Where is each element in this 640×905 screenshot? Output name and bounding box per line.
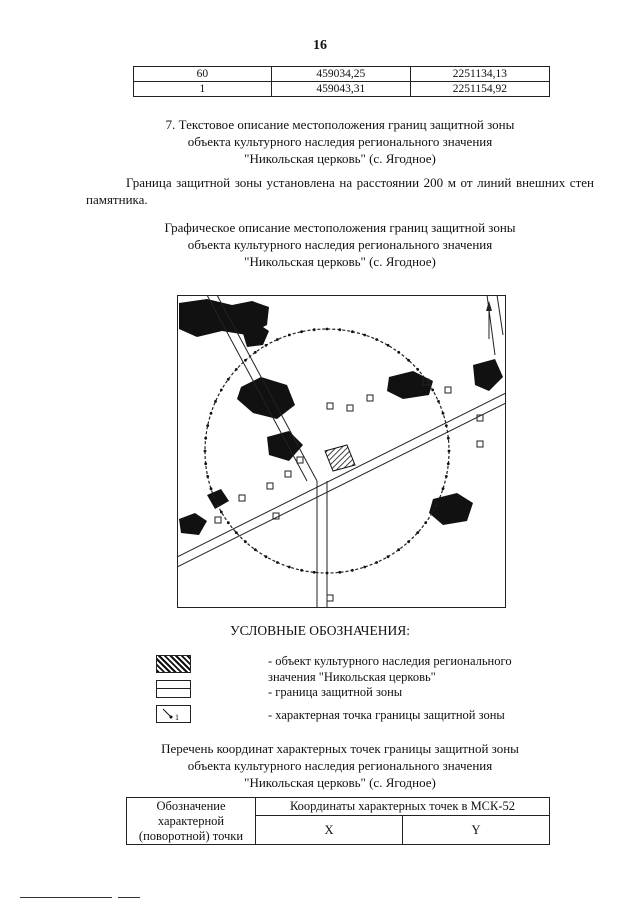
boundary-point <box>204 450 207 453</box>
graphic-description-heading <box>60 219 620 270</box>
boundary-point <box>288 334 291 337</box>
point-marker-label: 1 <box>175 713 179 722</box>
coordinates-list-heading <box>60 740 620 791</box>
boundary-point <box>204 437 207 440</box>
boundary-point <box>210 487 213 490</box>
boundary-point <box>407 359 410 362</box>
coordinates-table-continued <box>133 66 550 97</box>
point-y: 2251134,13 <box>410 67 549 82</box>
boundary-point <box>375 561 378 564</box>
legend-item-boundary: - граница защитной зоны <box>268 685 403 699</box>
boundary-point <box>407 540 410 543</box>
heading-line: "Никольская церковь" (с. Ягодное) <box>244 775 436 790</box>
header-coordinates-group: Координаты характерных точек в МСК-52 <box>256 798 550 816</box>
boundary-point <box>214 499 217 502</box>
boundary-point <box>326 328 329 331</box>
heading-line: объекта культурного наследия регионального значения <box>187 134 493 149</box>
boundary-point <box>387 555 390 558</box>
boundary-point <box>227 378 230 381</box>
boundary-point <box>442 412 445 415</box>
boundary-point <box>300 330 303 333</box>
boundary-point <box>265 344 268 347</box>
boundary-point <box>416 368 419 371</box>
boundary-point <box>442 487 445 490</box>
legend-boundary-swatch <box>156 680 191 698</box>
boundary-point <box>424 378 427 381</box>
boundary-point <box>338 571 341 574</box>
boundary-point <box>276 561 279 564</box>
boundary-point <box>351 330 354 333</box>
boundary-paragraph: Граница защитной зоны установлена на расстоянии 200 м от линий внешних стен памятника. <box>86 175 594 207</box>
boundary-point <box>204 462 207 465</box>
boundary-point <box>220 389 223 392</box>
coordinates-table-header <box>126 797 550 845</box>
boundary-point <box>397 351 400 354</box>
boundary-point <box>313 328 316 331</box>
point-number: 60 <box>134 67 272 82</box>
header-label: характерной <box>157 813 225 828</box>
legend-label: - объект культурного наследия регионального <box>268 654 512 668</box>
scan-artifact <box>118 897 140 898</box>
boundary-point <box>220 511 223 514</box>
header-x: X <box>256 816 403 845</box>
legend-label: значения "Никольская церковь" <box>268 670 436 684</box>
boundary-point <box>375 338 378 341</box>
boundary-point <box>447 437 450 440</box>
boundary-point <box>387 344 390 347</box>
boundary-point <box>397 548 400 551</box>
boundary-point <box>214 400 217 403</box>
boundary-point <box>363 334 366 337</box>
legend-hatch-swatch <box>156 655 191 673</box>
header-label: Обозначение <box>156 798 226 813</box>
boundary-point <box>338 328 341 331</box>
boundary-point <box>235 531 238 534</box>
boundary-point <box>416 531 419 534</box>
boundary-point <box>424 521 427 524</box>
boundary-point <box>351 569 354 572</box>
heading-line: объекта культурного наследия регионального значения <box>187 237 493 252</box>
header-point-designation <box>127 798 256 845</box>
boundary-point <box>447 462 450 465</box>
point-x: 459043,31 <box>271 82 410 97</box>
point-number: 1 <box>134 82 272 97</box>
boundary-point <box>210 412 213 415</box>
point-marker-icon <box>157 706 190 722</box>
zone-map <box>177 295 506 608</box>
page-number: 16 <box>313 38 327 53</box>
boundary-point <box>431 389 434 392</box>
header-label: (поворотной) точки <box>138 828 244 843</box>
legend-item-point: - характерная точка границы защитной зоны <box>268 708 505 722</box>
legend-title: УСЛОВНЫЕ ОБОЗНАЧЕНИЯ: <box>230 623 410 638</box>
section-7-heading <box>60 116 620 167</box>
heading-line: Графическое описание местоположения границ защитной зоны <box>164 220 516 235</box>
heading-line: Перечень координат характерных точек границы защитной зоны <box>161 741 519 756</box>
boundary-point <box>326 572 329 575</box>
boundary-point <box>244 359 247 362</box>
boundary-point <box>288 566 291 569</box>
table-row <box>134 82 550 97</box>
boundary-point <box>445 424 448 427</box>
boundary-point <box>276 338 279 341</box>
boundary-point <box>431 511 434 514</box>
legend-point-swatch <box>156 705 191 723</box>
boundary-point <box>300 569 303 572</box>
table-row <box>134 67 550 82</box>
heading-line: "Никольская церковь" (с. Ягодное) <box>244 254 436 269</box>
boundary-point <box>244 540 247 543</box>
boundary-point <box>254 548 257 551</box>
boundary-point <box>363 566 366 569</box>
heading-line: объекта культурного наследия регионального значения <box>187 758 493 773</box>
boundary-point <box>235 368 238 371</box>
boundary-point <box>227 521 230 524</box>
boundary-point <box>437 400 440 403</box>
heading-line: 7. Текстовое описание местоположения границ защитной зоны <box>165 117 515 132</box>
boundary-point <box>437 499 440 502</box>
point-y: 2251154,92 <box>410 82 549 97</box>
point-x: 459034,25 <box>271 67 410 82</box>
boundary-point <box>206 475 209 478</box>
boundary-point <box>448 450 451 453</box>
boundary-point <box>445 475 448 478</box>
boundary-point <box>313 571 316 574</box>
heading-line: "Никольская церковь" (с. Ягодное) <box>244 151 436 166</box>
scan-artifact <box>20 897 112 898</box>
header-y: Y <box>403 816 550 845</box>
boundary-point <box>206 424 209 427</box>
boundary-point <box>265 555 268 558</box>
boundary-point <box>254 351 257 354</box>
legend-item-object <box>268 653 512 685</box>
